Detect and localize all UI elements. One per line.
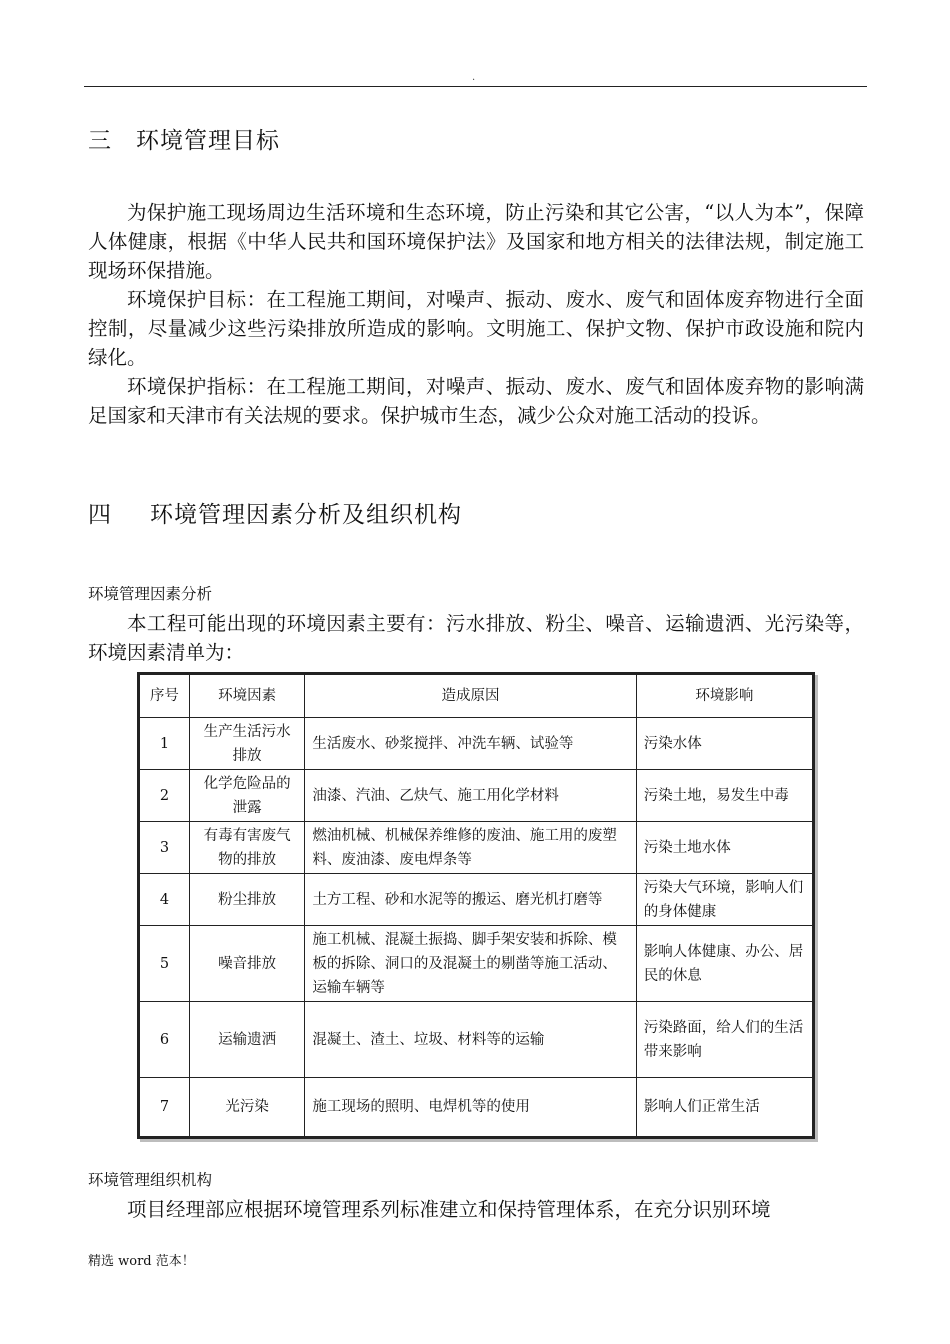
cell-cause: 生活废水、砂浆搅拌、冲洗车辆、试验等 xyxy=(305,718,636,770)
cell-impact: 污染大气环境，影响人们的身体健康 xyxy=(636,874,813,926)
cell-cause: 土方工程、砂和水泥等的搬运、磨光机打磨等 xyxy=(305,874,636,926)
header-dot: . xyxy=(472,72,476,83)
header-cause: 造成原因 xyxy=(305,674,636,718)
section4-number: 四 xyxy=(88,502,112,528)
cell-factor: 光污染 xyxy=(189,1078,305,1138)
table-header-row xyxy=(139,674,814,718)
section3-number: 三 xyxy=(88,128,112,154)
cell-factor: 运输遗洒 xyxy=(189,1002,305,1078)
table-row xyxy=(139,718,814,770)
section4-heading xyxy=(88,496,462,529)
header-impact: 环境影响 xyxy=(636,674,813,718)
sub1-heading: 环境管理因素分析 xyxy=(88,585,213,603)
header-rule xyxy=(84,86,867,87)
cell-cause: 施工现场的照明、电焊机等的使用 xyxy=(305,1078,636,1138)
section3-heading xyxy=(88,122,280,155)
cell-no: 1 xyxy=(139,718,190,770)
table-row xyxy=(139,926,814,1002)
header-no: 序号 xyxy=(139,674,190,718)
table-row xyxy=(139,874,814,926)
cell-cause: 施工机械、混凝土振捣、脚手架安装和拆除、模板的拆除、洞口的及混凝土的剔凿等施工活动、运输车辆等 xyxy=(305,926,636,1002)
environment-factors-table xyxy=(137,672,815,1139)
cell-no: 2 xyxy=(139,770,190,822)
cell-no: 7 xyxy=(139,1078,190,1138)
cell-factor: 噪音排放 xyxy=(189,926,305,1002)
section3-paragraph-1: 为保护施工现场周边生活环境和生态环境，防止污染和其它公害，“以人为本”，保障人体健康，根据《中华人民共和国环境保护法》及国家和地方相关的法律法规，制定施工现场环保措施。 xyxy=(88,201,864,282)
sub2-heading: 环境管理组织机构 xyxy=(88,1171,213,1189)
cell-impact: 污染路面，给人们的生活带来影响 xyxy=(636,1002,813,1078)
page-footer: 精选 word 范本！ xyxy=(88,1254,195,1269)
cell-factor: 有毒有害废气物的排放 xyxy=(189,822,305,874)
cell-impact: 污染土地，易发生中毒 xyxy=(636,770,813,822)
cell-impact: 影响人们正常生活 xyxy=(636,1078,813,1138)
sub2-paragraph: 项目经理部应根据环境管理系列标准建立和保持管理体系，在充分识别环境 xyxy=(127,1198,771,1221)
section3-paragraph-3: 环境保护指标：在工程施工期间，对噪声、振动、废水、废气和固体废弃物的影响满足国家和天津市有关法规的要求。保护城市生态，减少公众对施工活动的投诉。 xyxy=(88,375,864,427)
cell-factor: 生产生活污水排放 xyxy=(189,718,305,770)
cell-impact: 影响人体健康、办公、居民的休息 xyxy=(636,926,813,1002)
cell-factor: 粉尘排放 xyxy=(189,874,305,926)
cell-no: 6 xyxy=(139,1002,190,1078)
table-row xyxy=(139,1078,814,1138)
cell-cause: 混凝土、渣土、垃圾、材料等的运输 xyxy=(305,1002,636,1078)
cell-no: 5 xyxy=(139,926,190,1002)
table-row xyxy=(139,770,814,822)
section4-title: 环境管理因素分析及组织机构 xyxy=(150,502,462,528)
cell-no: 3 xyxy=(139,822,190,874)
cell-impact: 污染水体 xyxy=(636,718,813,770)
cell-factor: 化学危险品的泄露 xyxy=(189,770,305,822)
table-row xyxy=(139,1002,814,1078)
cell-cause: 油漆、汽油、乙炔气、施工用化学材料 xyxy=(305,770,636,822)
table-row xyxy=(139,822,814,874)
cell-impact: 污染土地水体 xyxy=(636,822,813,874)
cell-no: 4 xyxy=(139,874,190,926)
sub1-paragraph: 本工程可能出现的环境因素主要有：污水排放、粉尘、噪音、运输遗洒、光污染等，环境因素清单为： xyxy=(88,612,864,664)
section3-title: 环境管理目标 xyxy=(136,128,280,154)
section3-paragraph-2: 环境保护目标：在工程施工期间，对噪声、振动、废水、废气和固体废弃物进行全面控制，尽量减少这些污染排放所造成的影响。文明施工、保护文物、保护市政设施和院内绿化。 xyxy=(88,288,864,369)
cell-cause: 燃油机械、机械保养维修的废油、施工用的废塑料、废油漆、废电焊条等 xyxy=(305,822,636,874)
header-factor: 环境因素 xyxy=(189,674,305,718)
